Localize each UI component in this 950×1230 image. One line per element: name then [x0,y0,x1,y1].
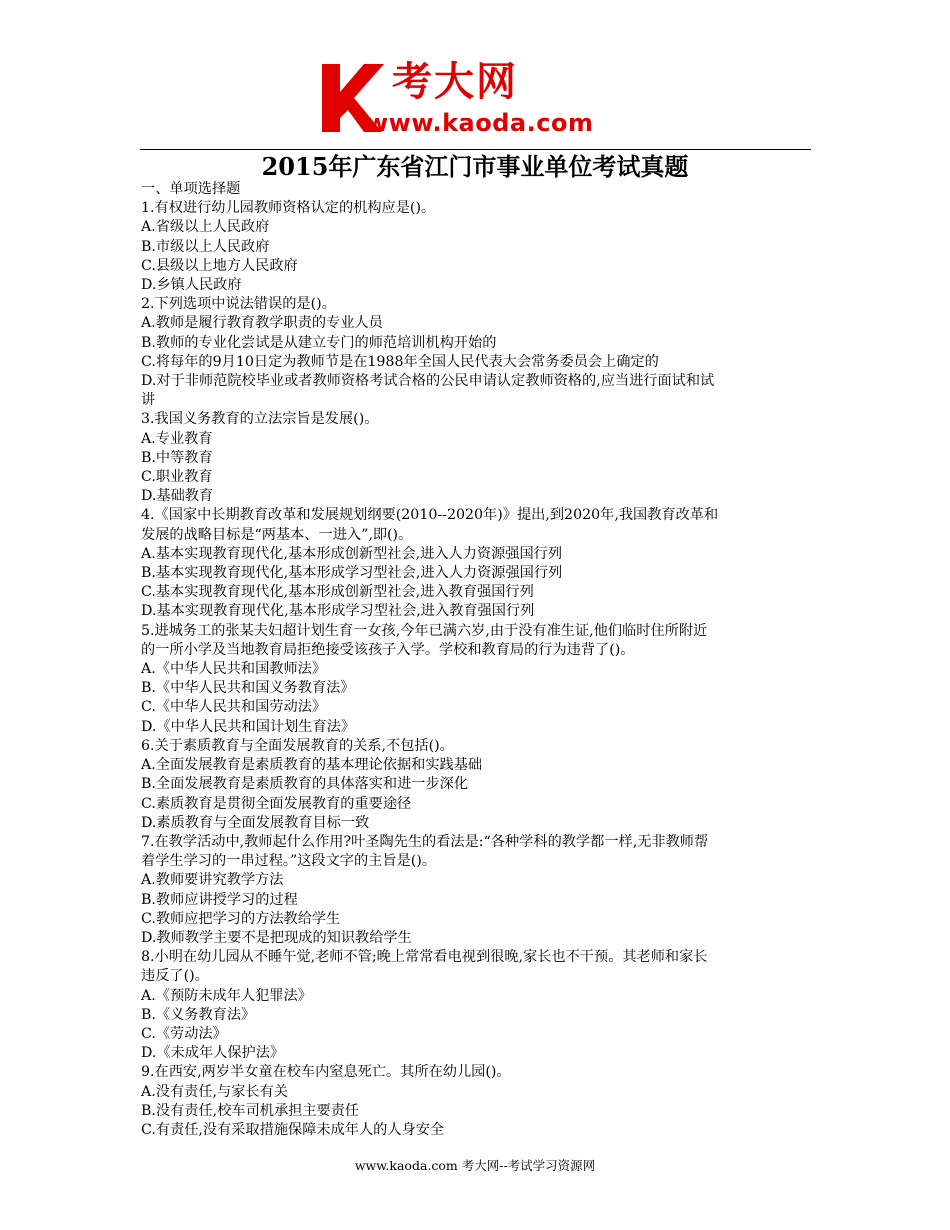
text-line: B.没有责任,校车司机承担主要责任 [141,1102,360,1119]
text-line: B.教师应讲授学习的过程 [141,891,298,908]
brand-url: www.kaoda.com [366,109,594,137]
text-line: 4.《国家中长期教育改革和发展规划纲要(2010--2020年)》提出,到2020年,我国教育改革和 [141,507,719,524]
text-line: 讲 [141,392,156,409]
text-line: B.基本实现教育现代化,基本形成学习型社会,进入人力资源强国行列 [141,565,563,582]
exam-content [141,180,809,1140]
text-line: 6.关于素质教育与全面发展教育的关系,不包括()。 [141,737,454,754]
text-line: D.基本实现教育现代化,基本形成学习型社会,进入教育强国行列 [141,603,535,620]
text-line: C.素质教育是贯彻全面发展教育的重要途径 [141,795,412,812]
text-line: 9.在西安,两岁半女童在校车内窒息死亡。其所在幼儿园()。 [141,1064,511,1081]
text-line: 违反了()。 [141,968,209,985]
text-line: C.基本实现教育现代化,基本形成创新型社会,进入教育强国行列 [141,584,534,601]
text-line: B.市级以上人民政府 [141,238,270,255]
text-line: 2.下列选项中说法错误的是()。 [141,296,336,313]
header-divider [140,149,811,150]
text-line: 5.进城务工的张某夫妇超计划生育一女孩,今年已满六岁,由于没有准生证,他们临时住所附近 [141,622,708,639]
text-line: C.将每年的9月10日定为教师节是在1988年全国人民代表大会常务委员会上确定的 [141,353,659,370]
text-line: A.全面发展教育是素质教育的基本理论依据和实践基础 [141,757,483,774]
text-line: A.没有责任,与家长有关 [141,1083,288,1100]
page-footer: www.kaoda.com 考大网--考试学习资源网 [354,1158,596,1173]
site-logo [318,58,638,144]
text-line: 1.有权进行幼儿园教师资格认定的机构应是()。 [141,200,436,217]
text-line: C.职业教育 [141,469,213,486]
text-line: B.全面发展教育是素质教育的具体落实和进一步深化 [141,776,469,793]
text-line: D.教师教学主要不是把现成的知识教给学生 [141,929,412,946]
text-line: C.教师应把学习的方法教给学生 [141,910,341,927]
text-line: D.素质教育与全面发展教育目标一致 [141,814,370,831]
text-line: A.省级以上人民政府 [141,219,270,236]
text-line: 8.小明在幼儿园从不睡午觉,老师不管;晚上常常看电视到很晚,家长也不干预。其老师和家长 [141,949,708,966]
brand-name: 考大网 [392,59,518,105]
text-line: C.《中华人民共和国劳动法》 [141,699,327,716]
text-line: 发展的战略目标是“两基本、一进入”,即()。 [141,526,413,543]
text-line: A.《中华人民共和国教师法》 [141,661,327,678]
text-line: 7.在教学活动中,教师起什么作用?叶圣陶先生的看法是:“各种学科的教学都一样,无非教师帮 [141,833,709,850]
text-line: D.《中华人民共和国计划生育法》 [141,718,356,735]
text-line: C.县级以上地方人民政府 [141,257,298,274]
text-line: D.《未成年人保护法》 [141,1045,285,1062]
text-line: 的一所小学及当地教育局拒绝接受该孩子入学。学校和教育局的行为违背了()。 [141,641,635,658]
text-line: B.《义务教育法》 [141,1006,256,1023]
text-line: D.乡镇人民政府 [141,277,242,294]
text-line: B.《中华人民共和国义务教育法》 [141,680,355,697]
page-title: 2015年广东省江门市事业单位考试真题 [261,152,689,181]
text-line: 着学生学习的一串过程。”这段文字的主旨是()。 [141,853,436,870]
text-line: A.专业教育 [141,430,213,447]
text-line: 3.我国义务教育的立法宗旨是发展()。 [141,411,379,428]
text-line: C.《劳动法》 [141,1025,227,1042]
text-line: D.基础教育 [141,488,214,505]
text-line: A.教师要讲究教学方法 [141,872,284,889]
text-line: B.教师的专业化尝试是从建立专门的师范培训机构开始的 [141,334,497,351]
text-line: C.有责任,没有采取措施保障未成年人的人身安全 [141,1121,445,1138]
text-line: D.对于非师范院校毕业或者教师资格考试合格的公民申请认定教师资格的,应当进行面试和试 [141,373,715,390]
text-line: A.《预防未成年人犯罪法》 [141,987,312,1004]
section-heading: 一、单项选择题 [141,181,241,197]
text-line: A.基本实现教育现代化,基本形成创新型社会,进入人力资源强国行列 [141,545,563,562]
text-line: B.中等教育 [141,449,213,466]
text-line: A.教师是履行教育教学职责的专业人员 [141,315,383,332]
